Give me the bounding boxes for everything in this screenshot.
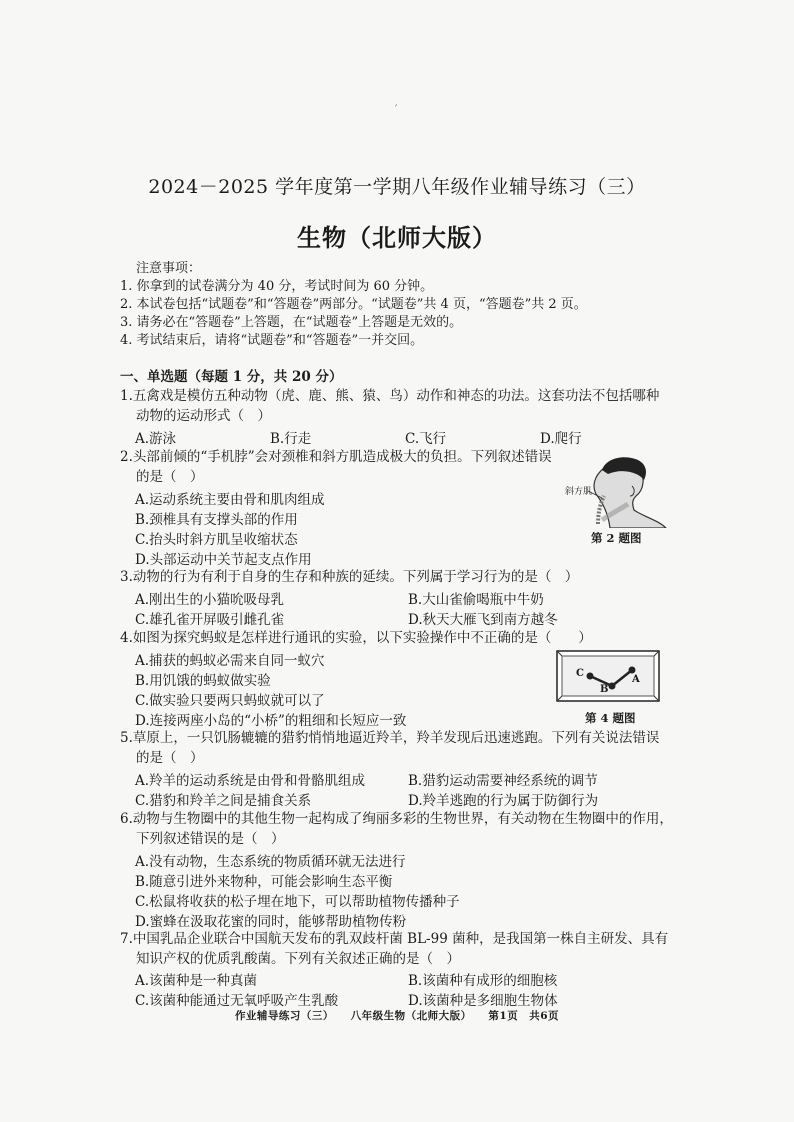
question-text: 下列叙述错误的是（ ）	[136, 831, 285, 847]
question-text: 7.中国乳品企业联合中国航天发布的乳双歧杆菌 BL-99 菌种，是我国第一株自主研发、具有	[120, 931, 669, 947]
question-2	[120, 447, 580, 487]
question-3	[120, 567, 680, 587]
option-a: A.捕获的蚂蚁必需来自同一蚁穴	[135, 653, 325, 669]
option-d: D.连接两座小岛的“小桥”的粗细和长短应一致	[135, 713, 407, 729]
question-1	[120, 386, 680, 426]
option-c: C.抬头时斜方肌呈收缩状态	[135, 532, 298, 548]
question-text: 4.如图为探究蚂蚁是怎样进行通讯的实验，以下实验操作中不正确的是（ ）	[120, 630, 592, 646]
option-b: B.颈椎具有支撑头部的作用	[135, 512, 298, 528]
option-b: B.该菌种有成形的细胞核	[408, 973, 558, 989]
option-c: C.猎豹和羚羊之间是捕食关系	[135, 793, 312, 809]
option-d: D.头部运动中关节起支点作用	[135, 552, 312, 568]
question-text: 3.动物的行为有利于自身的生存和种族的延续。下列属于学习行为的是（ ）	[120, 569, 579, 585]
option-a: A.运动系统主要由骨和肌肉组成	[135, 492, 325, 508]
option-c: C.做实验只要两只蚂蚁就可以了	[135, 693, 325, 709]
figure-label-b: B	[600, 684, 609, 695]
figure-label-c: C	[576, 668, 584, 679]
figure-caption: 第 2 题图	[591, 531, 642, 545]
option-d: D.该菌种是多细胞生物体	[408, 993, 558, 1009]
option-d: D.羚羊逃跑的行为属于防御行为	[408, 793, 599, 809]
question-5	[120, 728, 680, 768]
option-b: B.用饥饿的蚂蚁做实验	[135, 673, 271, 689]
question-7	[120, 929, 680, 969]
option-d: D.蜜蜂在汲取花蜜的同时，能够帮助植物传粉	[135, 914, 407, 930]
notice-item: 4. 考试结束后，请将“试题卷”和“答题卷”一并交回。	[120, 333, 424, 348]
stray-mark: ˊ	[393, 105, 398, 116]
question-text: 6.动物与生物圈中的其他生物一起构成了绚丽多彩的生物世界，有关动物在生物圈中的作用，	[120, 811, 673, 827]
question-6	[120, 809, 680, 849]
notice-heading: 注意事项：	[136, 261, 202, 276]
option-b: B.随意引进外来物种，可能会影响生态平衡	[135, 874, 393, 890]
notice-item: 1. 你拿到的试卷满分为 40 分，考试时间为 60 分钟。	[120, 279, 434, 294]
option-c: C.雄孔雀开屏吸引雌孔雀	[135, 612, 285, 628]
notice-item: 3. 请务必在“答题卷”上答题，在“试题卷”上答题是无效的。	[120, 315, 463, 330]
notice-block	[120, 260, 700, 350]
option-a: A.没有动物，生态系统的物质循环就无法进行	[135, 854, 406, 870]
option-a: A.刚出生的小猫吮吸母乳	[135, 592, 285, 608]
option-a: A.羚羊的运动系统是由骨和骨骼肌组成	[135, 773, 366, 789]
question-text: 1.五禽戏是模仿五种动物（虎、鹿、熊、猿、鸟）动作和神态的功法。这套功法不包括哪种	[120, 388, 660, 404]
option-a: A.该菌种是一种真菌	[135, 973, 258, 989]
question-text: 动物的运动形式（ ）	[136, 408, 271, 424]
question-4	[120, 628, 680, 648]
option-b: B.大山雀偷喝瓶中牛奶	[408, 592, 544, 608]
question-text: 2.头部前倾的“手机脖”会对颈椎和斜方肌造成极大的负担。下列叙述错误	[120, 449, 552, 465]
option-d: D.爬行	[540, 431, 582, 447]
option-c: C.该菌种能通过无氧呼吸产生乳酸	[135, 993, 339, 1009]
figure-caption: 第 4 题图	[585, 711, 636, 725]
option-c: C.飞行	[405, 431, 447, 447]
figure-label-a: A	[632, 674, 640, 685]
option-b: B.猎豹运动需要神经系统的调节	[408, 773, 598, 789]
question-text: 的是（ ）	[136, 750, 204, 766]
option-c: C.松鼠将收获的松子埋在地下，可以帮助植物传播种子	[135, 894, 460, 910]
option-d: D.秋天大雁飞到南方越冬	[408, 612, 558, 628]
exam-title: 2024－2025 学年度第一学期八年级作业辅导练习（三）	[148, 176, 646, 198]
page-footer: 作业辅导练习（三） 八年级生物（北师大版） 第1页 共6页	[234, 1010, 560, 1022]
question-text: 的是（ ）	[136, 469, 204, 485]
notice-item: 2. 本试卷包括“试题卷”和“答题卷”两部分。“试题卷”共 4 页，“答题卷”共 2 页。	[120, 297, 587, 312]
option-a: A.游泳	[135, 431, 177, 447]
question-text: 5.草原上，一只饥肠辘辘的猎豹悄悄地逼近羚羊，羚羊发现后迅速逃跑。下列有关说法错误	[120, 730, 660, 746]
figure-label: 斜方肌	[565, 487, 593, 497]
exam-subtitle: 生物（北师大版）	[297, 223, 497, 252]
option-b: B.行走	[270, 431, 312, 447]
section-heading: 一、单选题（每题 1 分，共 20 分）	[120, 369, 343, 385]
question-text: 知识产权的优质乳酸菌。下列有关叙述正确的是（ ）	[136, 951, 460, 967]
